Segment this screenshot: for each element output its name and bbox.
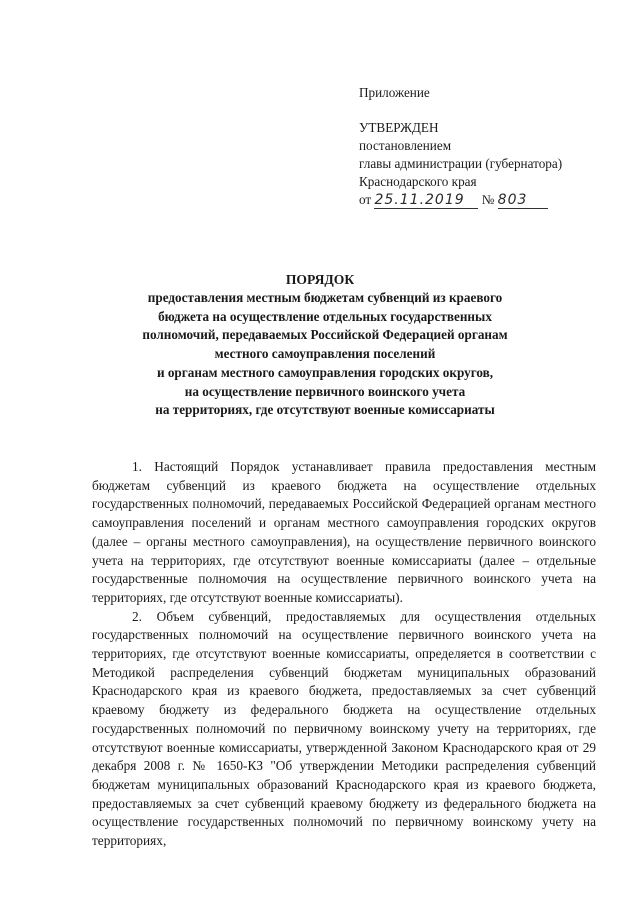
appendix-label: Приложение	[359, 85, 430, 100]
subtitle-line: местного самоуправления поселений	[214, 346, 436, 362]
document-subtitle	[60, 289, 590, 420]
approval-line-2: главы администрации (губернатора)	[359, 156, 563, 171]
subtitle-line: предоставления местным бюджетам субвенций из краевого	[147, 290, 503, 305]
approval-line-3: Краснодарского края	[359, 174, 477, 189]
approval-block	[359, 84, 562, 209]
date-prefix: от	[359, 192, 372, 207]
approved-label: УТВЕРЖДЕН	[359, 120, 439, 135]
handwritten-number: 803	[498, 193, 548, 209]
document-title: ПОРЯДОК	[285, 272, 355, 287]
document-body	[92, 458, 596, 851]
subtitle-line: бюджета на осуществление отдельных государственных	[158, 308, 492, 324]
paragraph-1: 1. Настоящий Порядок устанавливает правила предоставления местным бюджетам субвенций из краевого бюджета на осуществление отдельных государственных полномочий, передаваемых Российской Федерацией органам местного самоуправления поселений и органам местного самоуправления городских округов (далее – органы местного самоуправления), на осуществление первичного воинского учета на территориях, где отсутствуют военные комиссариаты (далее – отдельные государственные полномочия на осуществление первичного воинского учета на территориях, где отсутствуют военные комиссариаты).	[92, 459, 596, 605]
number-prefix: №	[481, 192, 495, 207]
date-number-line	[359, 191, 562, 209]
handwritten-date: 25.11.2019	[374, 193, 478, 209]
subtitle-line: на территориях, где отсутствуют военные комиссариаты	[155, 402, 495, 418]
approval-line-1: постановлением	[359, 138, 452, 153]
subtitle-line: полномочий, передаваемых Российской Федерацией органам	[142, 327, 508, 343]
paragraph-2: 2. Объем субвенций, предоставляемых для осуществления отдельных государственных полномочий на осуществление первичного воинского учета на территориях, где отсутствуют военные комиссариаты, определяется в соответствии с Методикой распределения субвенций бюджетам муниципальных образований Краснодарского края из краевого бюджета, предоставляемых за счет субвенций краевому бюджету из федерального бюджета на осуществление отдельных государственных полномочий по первичному воинскому учету на территориях, где отсутствуют военные комиссариаты, утвержденной Законом Краснодарского края от 29 декабря 2008 г. № 1650-КЗ "Об утверждении Методики распределения субвенций бюджетам муниципальных образований Краснодарского края из краевого бюджета, предоставляемых за счет субвенций краевому бюджету из федерального бюджета на осуществление государственных полномочий по первичному воинскому учету на территориях,	[92, 608, 596, 849]
subtitle-line: и органам местного самоуправления городских округов,	[156, 364, 494, 380]
subtitle-line: на осуществление первичного воинского учета	[184, 383, 466, 399]
